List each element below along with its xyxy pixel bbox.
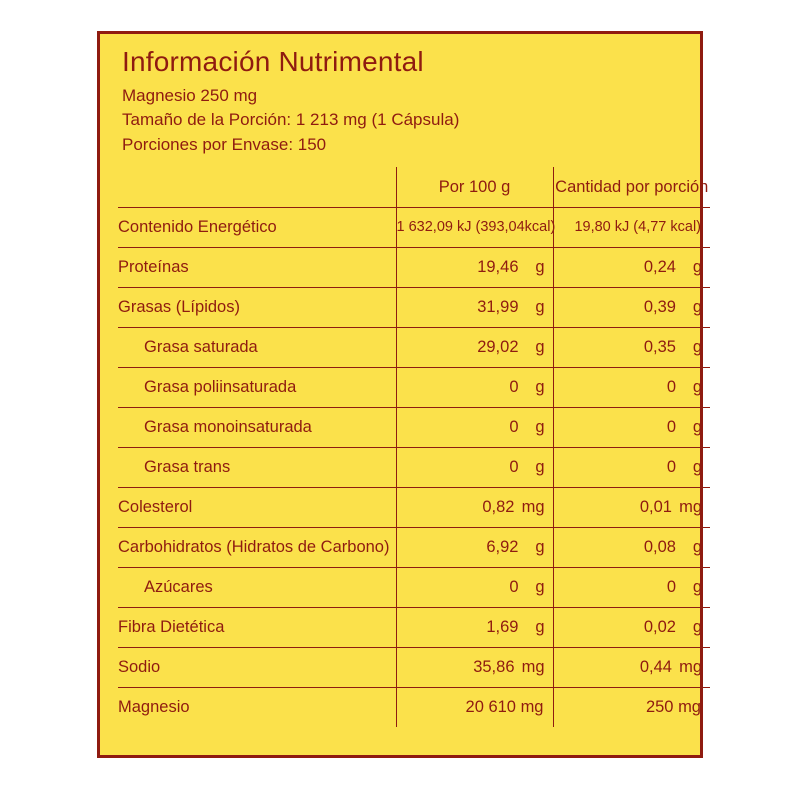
row-value-per-100g xyxy=(396,567,553,607)
value-unit: g xyxy=(692,297,702,316)
row-value-per-portion xyxy=(553,207,710,247)
table-row xyxy=(118,567,710,607)
value-unit: g xyxy=(535,617,545,636)
value-unit: g xyxy=(535,257,545,276)
table-row xyxy=(118,407,710,447)
value-unit: g xyxy=(692,377,702,396)
row-value-per-portion xyxy=(553,527,710,567)
value-number: 0,24 xyxy=(643,257,676,276)
row-value-per-100g xyxy=(396,607,553,647)
row-value-per-100g xyxy=(396,527,553,567)
nutrition-table xyxy=(118,167,710,727)
subtitle-servings-per-container: Porciones por Envase: 150 xyxy=(122,134,327,154)
value-number: 0,44 xyxy=(639,657,672,676)
header-blank xyxy=(118,167,396,207)
value-number: 0 xyxy=(509,377,519,396)
value-number: 0 xyxy=(509,457,519,476)
value-unit: g xyxy=(692,457,702,476)
table-row xyxy=(118,687,710,727)
row-label: Proteínas xyxy=(118,247,396,287)
row-value-per-portion xyxy=(553,687,710,727)
table-row xyxy=(118,327,710,367)
value-text: 250 mg xyxy=(645,698,701,717)
value-unit: g xyxy=(535,537,545,556)
row-value-per-portion xyxy=(553,367,710,407)
table-header-row xyxy=(118,167,710,207)
row-label: Magnesio xyxy=(118,687,396,727)
row-value-per-100g xyxy=(396,247,553,287)
nutrition-facts-panel xyxy=(97,31,709,758)
value-number: 6,92 xyxy=(486,537,519,556)
row-value-per-portion xyxy=(553,447,710,487)
row-value-per-100g xyxy=(396,687,553,727)
value-text: 19,80 kJ (4,77 kcal) xyxy=(574,219,701,236)
row-label: Grasa poliinsaturada xyxy=(118,367,396,407)
table-row xyxy=(118,527,710,567)
value-unit: g xyxy=(692,337,702,356)
value-unit: mg xyxy=(679,657,702,676)
value-unit: g xyxy=(692,537,702,556)
header-per-100g: Por 100 g xyxy=(396,167,553,207)
value-number: 0,01 xyxy=(639,497,672,516)
value-unit: mg xyxy=(521,497,545,516)
subtitle-product: Magnesio 250 mg xyxy=(122,86,258,105)
table-row xyxy=(118,447,710,487)
table-row xyxy=(118,247,710,287)
value-number: 0 xyxy=(666,577,676,596)
value-unit: g xyxy=(535,377,545,396)
value-number: 1,69 xyxy=(486,617,519,636)
value-unit: g xyxy=(692,617,702,636)
value-number: 31,99 xyxy=(477,297,519,316)
row-value-per-100g xyxy=(396,407,553,447)
row-label: Colesterol xyxy=(118,487,396,527)
row-label: Carbohidratos (Hidratos de Carbono) xyxy=(118,527,396,567)
value-number: 0 xyxy=(509,417,519,436)
row-value-per-100g xyxy=(396,367,553,407)
value-unit: g xyxy=(535,577,545,596)
value-number: 0 xyxy=(509,577,519,596)
panel-inner xyxy=(118,44,709,745)
header-per-portion: Cantidad por porción xyxy=(553,167,710,207)
subtitle-serving-size: Tamaño de la Porción: 1 213 mg (1 Cápsula) xyxy=(122,110,460,130)
row-label: Fibra Dietética xyxy=(118,607,396,647)
table-row xyxy=(118,207,710,247)
value-unit: g xyxy=(535,297,545,316)
page-title: Información Nutrimental xyxy=(122,46,424,77)
row-label: Grasa trans xyxy=(118,447,396,487)
value-number: 0 xyxy=(666,417,676,436)
row-value-per-portion xyxy=(553,567,710,607)
value-number: 0,39 xyxy=(643,297,676,316)
value-number: 0 xyxy=(666,377,676,396)
value-text: 20 610 mg xyxy=(465,698,544,717)
row-value-per-100g xyxy=(396,447,553,487)
row-value-per-portion xyxy=(553,487,710,527)
value-unit: g xyxy=(692,577,702,596)
value-unit: g xyxy=(692,257,702,276)
table-row xyxy=(118,287,710,327)
value-unit: mg xyxy=(521,657,545,676)
value-number: 35,86 xyxy=(473,657,515,676)
table-row xyxy=(118,607,710,647)
value-unit: g xyxy=(692,417,702,436)
row-value-per-100g xyxy=(396,207,556,247)
value-number: 0,02 xyxy=(643,617,676,636)
row-label: Sodio xyxy=(118,647,396,687)
row-value-per-100g xyxy=(396,647,553,687)
value-number: 0,08 xyxy=(643,537,676,556)
row-label: Azúcares xyxy=(118,567,396,607)
value-number: 0,35 xyxy=(643,337,676,356)
value-unit: g xyxy=(535,337,545,356)
row-value-per-portion xyxy=(553,647,710,687)
row-value-per-portion xyxy=(553,407,710,447)
value-unit: mg xyxy=(679,497,702,516)
row-value-per-portion xyxy=(553,327,710,367)
row-label: Contenido Energético xyxy=(118,207,396,247)
value-number: 0,82 xyxy=(482,497,515,516)
table-row xyxy=(118,367,710,407)
row-value-per-100g xyxy=(396,487,553,527)
row-value-per-portion xyxy=(553,607,710,647)
value-number: 29,02 xyxy=(477,337,519,356)
row-value-per-100g xyxy=(396,327,553,367)
value-unit: g xyxy=(535,417,545,436)
table-row xyxy=(118,487,710,527)
value-unit: g xyxy=(535,457,545,476)
value-text: 1 632,09 kJ (393,04kcal) xyxy=(396,219,556,236)
value-number: 19,46 xyxy=(477,257,519,276)
row-value-per-100g xyxy=(396,287,553,327)
value-number: 0 xyxy=(666,457,676,476)
row-value-per-portion xyxy=(553,287,710,327)
table-row xyxy=(118,647,710,687)
row-value-per-portion xyxy=(553,247,710,287)
row-label: Grasa saturada xyxy=(118,327,396,367)
row-label: Grasas (Lípidos) xyxy=(118,287,396,327)
row-label: Grasa monoinsaturada xyxy=(118,407,396,447)
